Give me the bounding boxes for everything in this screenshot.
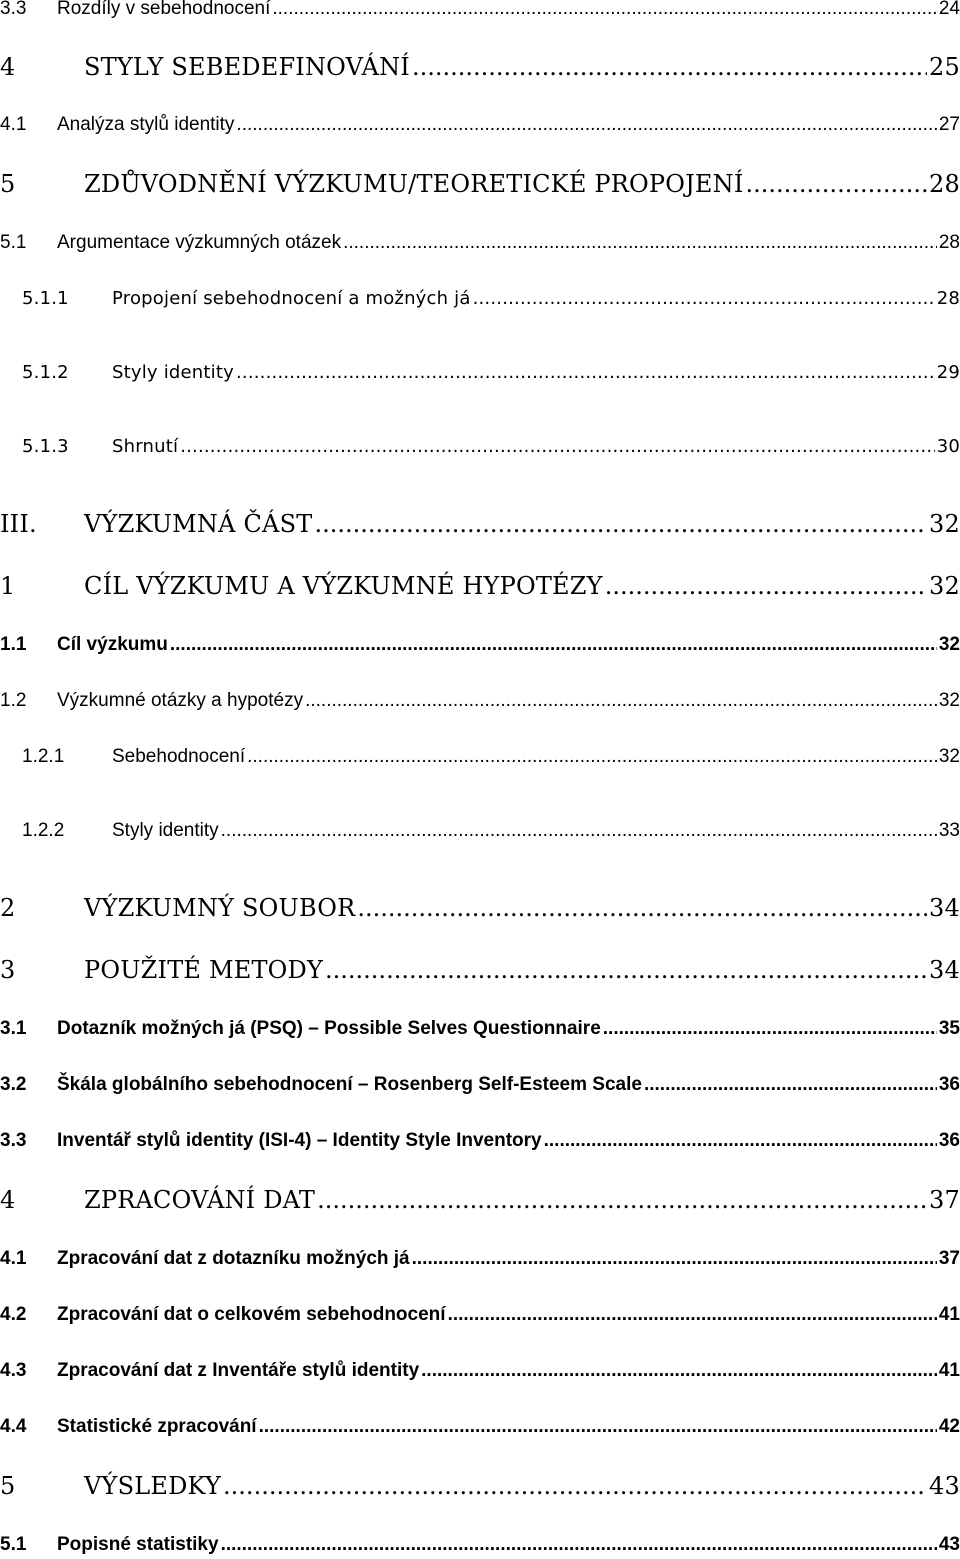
- toc-dot-leader: [223, 1472, 927, 1500]
- toc-entry-title: Výzkumné otázky a hypotézy: [57, 690, 304, 711]
- toc-dot-leader: [247, 746, 937, 768]
- toc-dot-leader: [170, 634, 937, 656]
- toc-entry[interactable]: [0, 53, 960, 81]
- toc-entry[interactable]: [0, 170, 960, 198]
- toc-entry[interactable]: [0, 1018, 960, 1040]
- toc-dot-leader: [221, 820, 937, 842]
- toc-entry-number: 4.4: [0, 1416, 27, 1437]
- toc-entry-number: 4.1: [0, 114, 27, 135]
- toc-entry-page: 32: [929, 572, 960, 600]
- toc-dot-leader: [236, 362, 935, 383]
- toc-dot-leader: [603, 1018, 937, 1040]
- toc-entry-title: Analýza stylů identity: [57, 114, 235, 135]
- toc-entry-number: 1.2.1: [22, 746, 65, 767]
- toc-entry-title: ZPRACOVÁNÍ DAT: [84, 1186, 316, 1214]
- toc-entry[interactable]: [0, 1130, 960, 1152]
- toc-dot-leader: [421, 1360, 937, 1382]
- toc-dot-leader: [412, 1248, 937, 1270]
- toc-entry-page: 34: [929, 894, 960, 922]
- toc-entry-number: 5.1.2: [22, 362, 69, 383]
- toc-entry-number: 1: [0, 572, 16, 600]
- toc-entry-title: VÝSLEDKY: [84, 1472, 222, 1500]
- toc-entry-number: III.: [0, 510, 37, 538]
- toc-entry-page: 37: [929, 1186, 960, 1214]
- toc-entry-title: POUŽITÉ METODY: [84, 956, 324, 984]
- toc-entry-title: CÍL VÝZKUMU A VÝZKUMNÉ HYPOTÉZY: [84, 572, 603, 600]
- toc-entry-title: Zpracování dat z dotazníku možných já: [57, 1248, 410, 1269]
- toc-entry-page: 34: [929, 956, 960, 984]
- toc-entry-number: 3.1: [0, 1018, 27, 1039]
- toc-entry-title: ZDŮVODNĚNÍ VÝZKUMU/TEORETICKÉ PROPOJENÍ: [84, 170, 744, 198]
- toc-entry-page: 27: [938, 114, 960, 135]
- toc-entry-page: 30: [936, 436, 960, 457]
- toc-entry-number: 3: [0, 956, 16, 984]
- toc-entry-number: 4: [0, 1186, 16, 1214]
- toc-entry-page: 33: [938, 820, 960, 841]
- toc-entry-page: 36: [938, 1074, 960, 1095]
- toc-dot-leader: [448, 1304, 937, 1326]
- toc-dot-leader: [746, 170, 928, 198]
- toc-dot-leader: [644, 1074, 937, 1096]
- toc-dot-leader: [544, 1130, 937, 1152]
- toc-entry[interactable]: [0, 232, 960, 254]
- toc-entry-page: 37: [938, 1248, 960, 1269]
- toc-entry-title: Popisné statistiky: [57, 1534, 219, 1555]
- toc-entry-page: 32: [938, 634, 960, 655]
- toc-entry-page: 25: [929, 53, 960, 81]
- toc-entry-number: 5.1.1: [22, 288, 69, 309]
- toc-dot-leader: [473, 288, 935, 309]
- toc-entry-number: 5.1: [0, 232, 27, 253]
- toc-entry-title: VÝZKUMNÝ SOUBOR: [84, 894, 356, 922]
- toc-entry-title: STYLY SEBEDEFINOVÁNÍ: [84, 53, 410, 81]
- toc-entry-title: Rozdíly v sebehodnocení: [57, 0, 271, 19]
- toc-entry-title: Styly identity: [112, 362, 234, 383]
- toc-entry-page: 32: [929, 510, 960, 538]
- toc-entry-page: 35: [938, 1018, 960, 1039]
- toc-dot-leader: [180, 436, 934, 457]
- toc-dot-leader: [221, 1534, 937, 1556]
- toc-entry-title: Cíl výzkumu: [57, 634, 168, 655]
- toc-entry-title: Styly identity: [112, 820, 219, 841]
- toc-entry[interactable]: [0, 362, 960, 383]
- toc-entry[interactable]: [0, 114, 960, 136]
- toc-entry-number: 3.3: [0, 0, 27, 19]
- toc-entry-title: Zpracování dat o celkovém sebehodnocení: [57, 1304, 446, 1325]
- toc-entry-page: 32: [938, 690, 960, 711]
- toc-entry-page: 36: [938, 1130, 960, 1151]
- toc-entry-title: Dotazník možných já (PSQ) – Possible Selves Questionnaire: [57, 1018, 601, 1039]
- toc-entry-page: 28: [929, 170, 960, 198]
- toc-entry[interactable]: [0, 436, 960, 457]
- toc-entry-page: 43: [929, 1472, 960, 1500]
- toc-entry-title: Propojení sebehodnocení a možných já: [112, 288, 471, 309]
- toc-entry[interactable]: [0, 0, 960, 20]
- toc-entry[interactable]: [0, 1186, 960, 1214]
- toc-entry-title: Škála globálního sebehodnocení – Rosenberg Self-Esteem Scale: [57, 1074, 642, 1095]
- toc-entry-title: Shrnutí: [112, 436, 179, 457]
- toc-dot-leader: [272, 0, 936, 20]
- toc-entry-number: 2: [0, 894, 16, 922]
- toc-entry[interactable]: [0, 634, 960, 656]
- toc-dot-leader: [343, 232, 937, 254]
- toc-entry-number: 5.1: [0, 1534, 27, 1555]
- toc-entry[interactable]: [0, 288, 960, 309]
- toc-entry-number: 5: [0, 170, 16, 198]
- toc-entry-page: 28: [936, 288, 960, 309]
- toc-dot-leader: [325, 956, 927, 984]
- toc-entry-number: 1.2: [0, 690, 27, 711]
- toc-entry[interactable]: [0, 956, 960, 984]
- toc-dot-leader: [259, 1416, 937, 1438]
- toc-entry[interactable]: [0, 1074, 960, 1096]
- toc-entry[interactable]: [0, 1534, 960, 1556]
- toc-entry[interactable]: [0, 746, 960, 768]
- toc-entry-number: 5: [0, 1472, 16, 1500]
- toc-entry-page: 43: [938, 1534, 960, 1555]
- toc-entry-page: 42: [938, 1416, 960, 1437]
- toc-dot-leader: [317, 1186, 927, 1214]
- toc-dot-leader: [412, 53, 927, 81]
- toc-dot-leader: [314, 510, 927, 538]
- toc-entry[interactable]: [0, 1304, 960, 1326]
- toc-entry-page: 41: [938, 1360, 960, 1381]
- toc-dot-leader: [236, 114, 936, 136]
- toc-entry-page: 24: [938, 0, 960, 19]
- toc-entry[interactable]: [0, 510, 960, 538]
- toc-entry-number: 4.3: [0, 1360, 27, 1381]
- toc-entry-number: 4.2: [0, 1304, 27, 1325]
- toc-entry-number: 3.2: [0, 1074, 27, 1095]
- toc-entry-page: 32: [938, 746, 960, 767]
- toc-entry[interactable]: [0, 1416, 960, 1438]
- toc-entry-title: Sebehodnocení: [112, 746, 246, 767]
- toc-entry-title: Zpracování dat z Inventáře stylů identity: [57, 1360, 420, 1381]
- toc-entry[interactable]: [0, 820, 960, 842]
- toc-entry[interactable]: [0, 1248, 960, 1270]
- toc-entry-number: 3.3: [0, 1130, 27, 1151]
- toc-dot-leader: [605, 572, 927, 600]
- toc-entry-number: 5.1.3: [22, 436, 69, 457]
- toc-entry-title: Inventář stylů identity (ISI-4) – Identity Style Inventory: [57, 1130, 542, 1151]
- toc-entry-title: Statistické zpracování: [57, 1416, 257, 1437]
- toc-entry[interactable]: [0, 1472, 960, 1500]
- toc-entry[interactable]: [0, 1360, 960, 1382]
- toc-entry-page: 29: [936, 362, 960, 383]
- toc-entry-page: 28: [938, 232, 960, 253]
- toc-entry-number: 4: [0, 53, 16, 81]
- toc-dot-leader: [305, 690, 937, 712]
- toc-dot-leader: [357, 894, 927, 922]
- toc-entry-title: Argumentace výzkumných otázek: [57, 232, 342, 253]
- toc-entry-title: VÝZKUMNÁ ČÁST: [84, 510, 313, 538]
- toc-entry-number: 1.2.2: [22, 820, 65, 841]
- toc-entry[interactable]: [0, 690, 960, 712]
- toc-entry[interactable]: [0, 894, 960, 922]
- toc-entry-number: 4.1: [0, 1248, 27, 1269]
- toc-entry[interactable]: [0, 572, 960, 600]
- toc-entry-number: 1.1: [0, 634, 27, 655]
- toc-entry-page: 41: [938, 1304, 960, 1325]
